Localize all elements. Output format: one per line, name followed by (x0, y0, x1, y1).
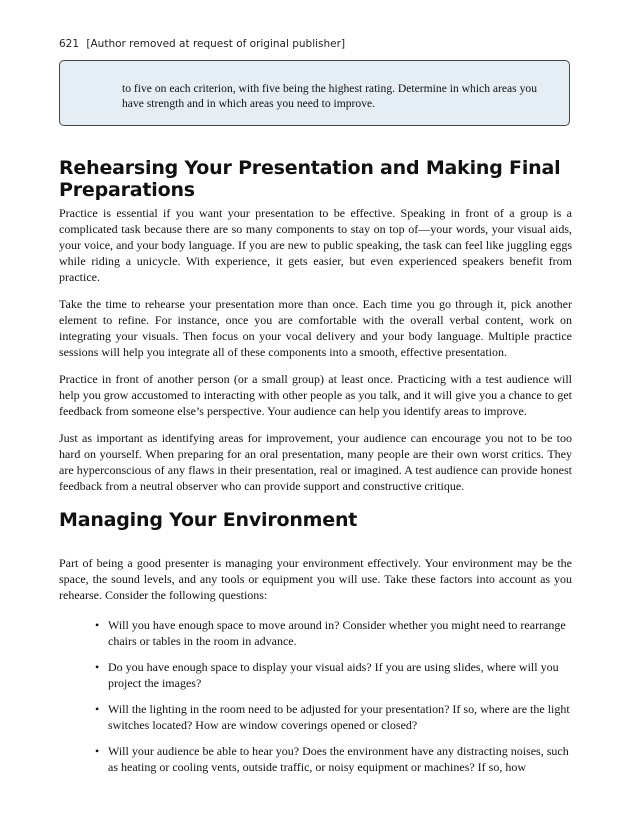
paragraph: Take the time to rehearse your presentation more than once. Each time you go through it, pick another element to refine. For instance, once you are comfortable with the overall verbal content, work on integrating your visuals. Then focus on your vocal delivery and your body language. Multiple practice sessions will help you integrate all of these components into a smooth, effective presentation. (59, 297, 572, 359)
paragraph: Practice is essential if you want your presentation to be effective. Speaking in front of a group is a complicated task because there are so many components to stay on top of—your words, your visual aids, your voice, and your body language. If you are new to public speaking, the task can feel like juggling eggs while riding a unicycle. With experience, it gets easier, but even experienced speakers benefit from practice. (59, 206, 572, 284)
bullet-glyph: • (95, 744, 100, 758)
running-head-text: [Author removed at request of original publisher] (86, 38, 346, 50)
list-item (95, 701, 572, 733)
question-list (59, 617, 572, 775)
bullet-glyph: • (95, 660, 100, 674)
list-item (95, 617, 572, 649)
section-body-environment (59, 555, 572, 785)
paragraph: Part of being a good presenter is managing your environment effectively. Your environment may be the space, the sound levels, and any tools or equipment you will use. Take these factors into account as you rehearse. Consider the following questions: (59, 556, 572, 602)
section-heading-environment: Managing Your Environment (59, 509, 358, 531)
bullet-glyph: • (95, 618, 100, 632)
section-heading-rehearsing: Rehearsing Your Presentation and Making Final Preparations (59, 157, 561, 201)
list-item (95, 659, 572, 691)
list-item (95, 743, 572, 775)
page-number: 621 (59, 38, 80, 50)
exercise-callout-box (59, 60, 570, 126)
paragraph: Just as important as identifying areas for improvement, your audience can encourage you not to be too hard on yourself. When preparing for an oral presentation, many people are their own worst critics. They are hyperconscious of any flaws in their presentation, real or imagined. A test audience can provide honest feedback from a neutral observer who can provide support and constructive critique. (59, 431, 572, 493)
callout-text: to five on each criterion, with five being the highest rating. Determine in which areas you have strength and in which areas you need to improve. (122, 82, 537, 110)
running-head (59, 38, 345, 50)
list-item-text: Will the lighting in the room need to be adjusted for your presentation? If so, where are the light switches located? How are window coverings opened or closed? (108, 702, 570, 732)
paragraph: Practice in front of another person (or a small group) at least once. Practicing with a test audience will help you grow accustomed to interacting with other people as you talk, and it will give you a chance to get feedback from someone else’s perspective. Your audience can help you identify areas to improve. (59, 372, 572, 418)
bullet-glyph: • (95, 702, 100, 716)
list-item-text: Do you have enough space to display your visual aids? If you are using slides, where will you project the images? (108, 660, 559, 690)
list-item-text: Will you have enough space to move around in? Consider whether you might need to rearrange chairs or tables in the room in advance. (108, 618, 566, 648)
list-item-text: Will your audience be able to hear you? Does the environment have any distracting noises, such as heating or cooling vents, outside traffic, or noisy equipment or machines? If so, how (108, 744, 569, 774)
section-body-rehearsing (59, 205, 572, 505)
